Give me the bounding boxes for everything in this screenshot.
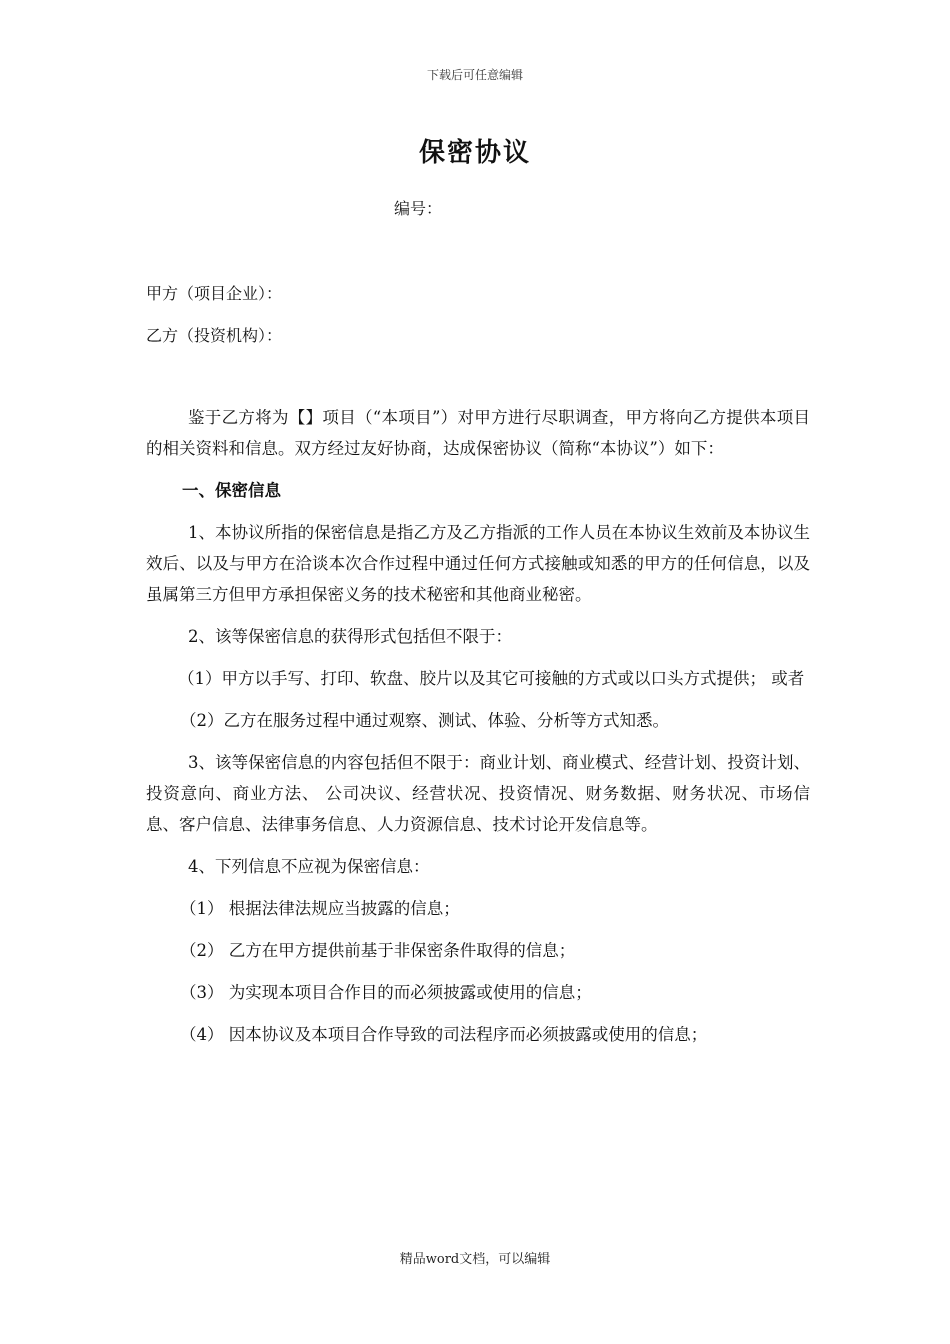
clause-4: 4、下列信息不应视为保密信息： bbox=[188, 857, 430, 876]
document-number-label: 编号： bbox=[394, 199, 443, 218]
clause-4-item-3: （3） 为实现本项目合作目的而必须披露或使用的信息； bbox=[180, 983, 592, 1002]
clause-2-item-1: （1）甲方以手写、打印、软盘、胶片以及其它可接触的方式或以口头方式提供； 或者 bbox=[178, 669, 805, 688]
clause-2: 2、该等保密信息的获得形式包括但不限于： bbox=[188, 627, 512, 646]
clause-4-item-2: （2） 乙方在甲方提供前基于非保密条件取得的信息； bbox=[180, 941, 576, 960]
clause-4-item-1: （1） 根据法律法规应当披露的信息； bbox=[180, 899, 460, 918]
clause-3: 3、该等保密信息的内容包括但不限于：商业计划、商业模式、经营计划、投资计划、投资意向、商业方法、 公司决议、经营状况、投资情况、财务数据、财务状况、市场信息、客户信息、法律事务信息、人力资源信息、技术讨论开发信息等。 bbox=[146, 753, 810, 834]
party-b-line: 乙方（投资机构）： bbox=[146, 326, 283, 345]
section-heading-confidential-info: 一、保密信息 bbox=[182, 481, 281, 500]
party-a-line: 甲方（项目企业）： bbox=[146, 284, 283, 303]
header-note: 下载后可任意编辑 bbox=[426, 68, 523, 82]
agreement-body bbox=[146, 402, 810, 1050]
clause-4-item-4: （4） 因本协议及本项目合作导致的司法程序而必须披露或使用的信息； bbox=[180, 1025, 708, 1044]
clause-1: 1、本协议所指的保密信息是指乙方及乙方指派的工作人员在本协议生效前及本协议生效后、以及与甲方在洽谈本次合作过程中通过任何方式接触或知悉的甲方的任何信息，以及虽属第三方但甲方承担保密义务的技术秘密和其他商业秘密。 bbox=[146, 523, 810, 604]
clause-2-item-2: （2）乙方在服务过程中通过观察、测试、体验、分析等方式知悉。 bbox=[180, 711, 669, 730]
preamble-paragraph: 鉴于乙方将为【】项目（“本项目”）对甲方进行尽职调查，甲方将向乙方提供本项目的相关资料和信息。双方经过友好协商，达成保密协议（简称“本协议”）如下： bbox=[146, 408, 810, 458]
document-title: 保密协议 bbox=[418, 138, 531, 168]
footer-note: 精品word文档，可以编辑 bbox=[399, 1252, 551, 1267]
